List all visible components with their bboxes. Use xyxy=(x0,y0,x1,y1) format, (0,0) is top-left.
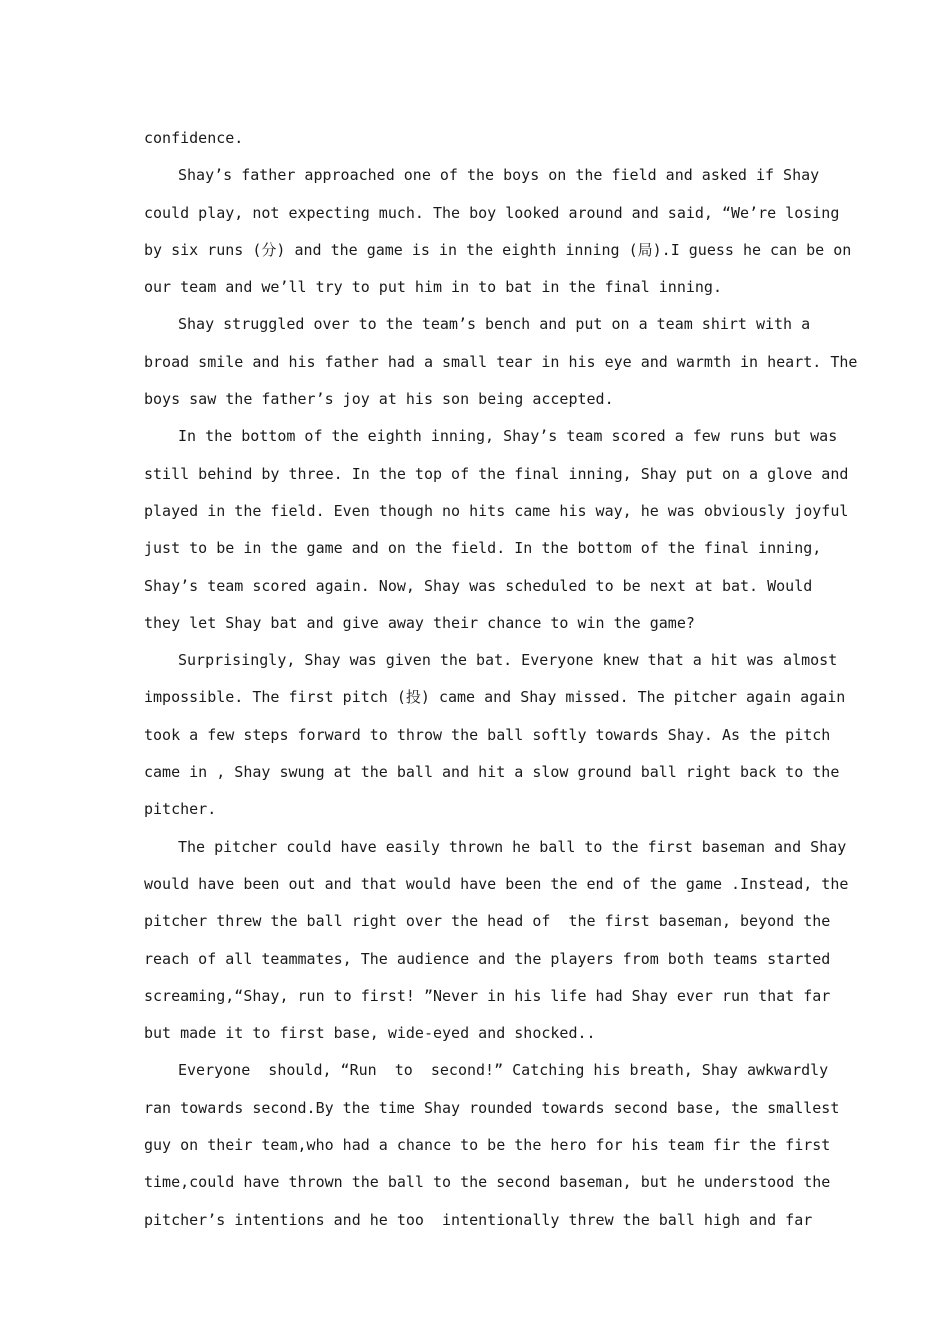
text-line: broad smile and his father had a small tear in his eye and warmth in heart. The xyxy=(144,352,858,371)
text-line: ran towards second.By the time Shay rounded towards second base, the smallest xyxy=(144,1098,840,1117)
paragraph xyxy=(144,642,846,828)
text-line: screaming,“Shay, run to first! ”Never in his life had Shay ever run that far xyxy=(144,986,831,1005)
text-line: took a few steps forward to throw the ball softly towards Shay. As the pitch xyxy=(144,725,831,744)
text-line: our team and we’ll try to put him in to bat in the final inning. xyxy=(144,278,722,297)
text-line: guy on their team,who had a chance to be the hero for his team fir the first xyxy=(144,1136,831,1155)
paragraph xyxy=(144,157,852,306)
paragraph xyxy=(144,306,858,418)
text-line: just to be in the game and on the field. In the bottom of the final inning, xyxy=(144,539,822,558)
text-line: confidence. xyxy=(144,129,244,147)
text-line: Surprisingly, Shay was given the bat. Everyone knew that a hit was almost xyxy=(178,651,838,670)
text-line: Shay struggled over to the team’s bench and put on a team shirt with a xyxy=(178,315,811,334)
text-line: played in the field. Even though no hits came his way, he was obviously joyful xyxy=(144,501,849,520)
text-line: impossible. The first pitch (投) came and Shay missed. The pitcher again again xyxy=(144,688,846,707)
text-line: by six runs (分) and the game is in the eighth inning (局).I guess he can be on xyxy=(144,240,852,259)
text-line: Shay’s father approached one of the boys on the field and asked if Shay xyxy=(178,166,820,185)
text-line: boys saw the father’s joy at his son being accepted. xyxy=(144,390,614,409)
text-line: pitcher threw the ball right over the head of the first baseman, beyond the xyxy=(144,912,831,931)
text-line: pitcher. xyxy=(144,800,217,819)
paragraph xyxy=(144,829,849,1053)
text-line: still behind by three. In the top of the final inning, Shay put on a glove and xyxy=(144,464,849,483)
document-body xyxy=(144,120,858,1239)
text-line: reach of all teammates, The audience and the players from both teams started xyxy=(144,949,831,968)
text-line: Everyone should, “Run to second!” Catching his breath, Shay awkwardly xyxy=(178,1061,829,1080)
text-line: came in , Shay swung at the ball and hit a slow ground ball right back to the xyxy=(144,763,840,782)
paragraph xyxy=(144,120,814,157)
paragraph xyxy=(144,1052,840,1238)
text-line: they let Shay bat and give away their chance to win the game? xyxy=(144,613,695,632)
text-line: could play, not expecting much. The boy looked around and said, “We’re losing xyxy=(144,203,840,222)
paragraph xyxy=(144,418,849,642)
text-line: but made it to first base, wide-eyed and shocked.. xyxy=(144,1024,596,1043)
text-line: Shay’s team scored again. Now, Shay was scheduled to be next at bat. Would xyxy=(144,576,813,595)
text-line: would have been out and that would have been the end of the game .Instead, the xyxy=(144,874,849,893)
text-line: time,could have thrown the ball to the second baseman, but he understood the xyxy=(144,1173,831,1192)
text-line: pitcher’s intentions and he too intentionally threw the ball high and far xyxy=(144,1210,813,1229)
text-line: The pitcher could have easily thrown he ball to the first baseman and Shay xyxy=(178,837,847,856)
text-line: In the bottom of the eighth inning, Shay’s team scored a few runs but was xyxy=(178,427,838,446)
